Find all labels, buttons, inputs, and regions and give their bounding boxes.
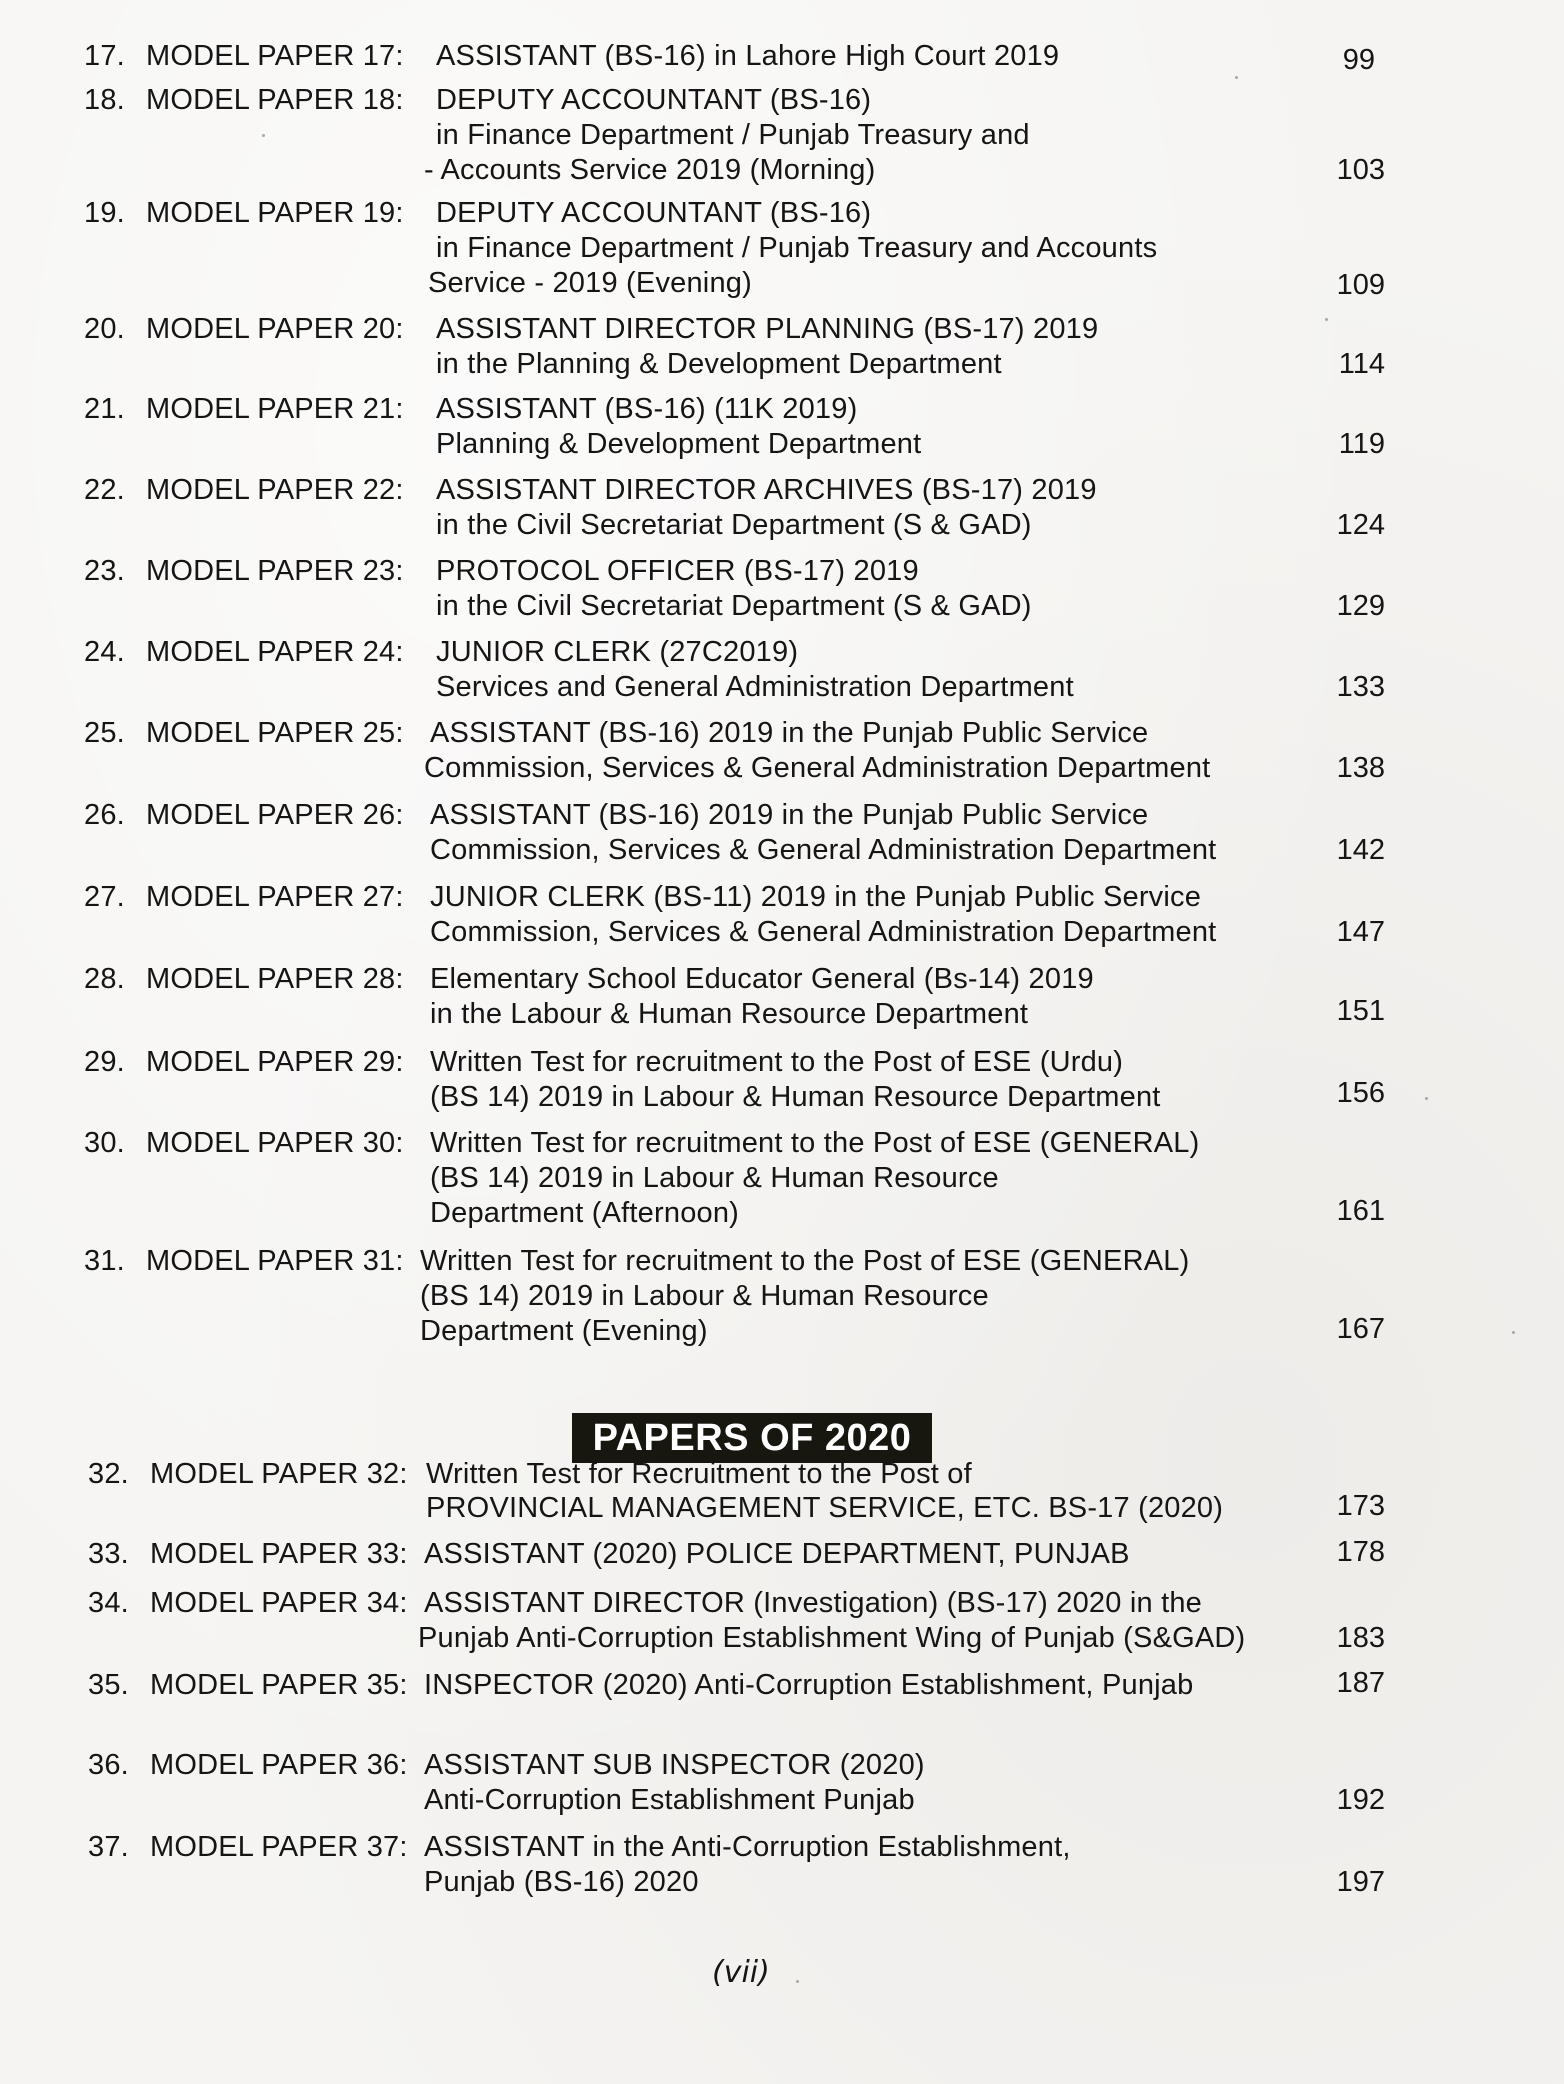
scan-speck xyxy=(796,1980,799,1983)
entry-page-number: 129 xyxy=(1336,590,1385,622)
entry-page-number: 133 xyxy=(1336,671,1385,703)
scan-speck xyxy=(1235,76,1238,79)
entry-page-number: 109 xyxy=(1336,269,1385,301)
entry-title: ASSISTANT (BS-16) (11K 2019) xyxy=(436,393,858,425)
entry-number: 33. xyxy=(88,1538,129,1570)
entry-title: ASSISTANT (BS-16) in Lahore High Court 2019 xyxy=(436,40,1060,72)
entry-label: MODEL PAPER 34: xyxy=(150,1587,408,1619)
entry-title-line-2: (BS 14) 2019 in Labour & Human Resource Department xyxy=(430,1081,1161,1113)
entry-label: MODEL PAPER 24: xyxy=(146,636,404,668)
entry-page-number: 99 xyxy=(1342,44,1375,76)
entry-label: MODEL PAPER 25: xyxy=(146,717,404,749)
entry-number: 37. xyxy=(88,1831,129,1863)
entry-label: MODEL PAPER 36: xyxy=(150,1749,408,1781)
entry-page-number: 187 xyxy=(1336,1667,1385,1699)
entry-title-line-2: Services and General Administration Department xyxy=(436,671,1074,703)
entry-number: 27. xyxy=(84,881,125,913)
entry-title-line-2: in Finance Department / Punjab Treasury and xyxy=(436,119,1030,151)
scan-speck xyxy=(1425,1097,1428,1100)
entry-label: MODEL PAPER 28: xyxy=(146,963,404,995)
entry-label: MODEL PAPER 22: xyxy=(146,474,404,506)
entry-number: 29. xyxy=(84,1046,125,1078)
entry-page-number: 161 xyxy=(1336,1195,1385,1227)
entry-title: Elementary School Educator General (Bs-14) 2019 xyxy=(430,963,1094,995)
entry-title: JUNIOR CLERK (27C2019) xyxy=(436,636,799,668)
entry-title: ASSISTANT DIRECTOR (Investigation) (BS-17) 2020 in the xyxy=(424,1587,1202,1619)
entry-title: ASSISTANT SUB INSPECTOR (2020) xyxy=(424,1749,925,1781)
entry-title-line-3: - Accounts Service 2019 (Morning) xyxy=(424,154,876,186)
entry-label: MODEL PAPER 27: xyxy=(146,881,404,913)
entry-title-line-3: Department (Evening) xyxy=(420,1315,708,1347)
page-folio-number: (vii) xyxy=(712,1955,770,1990)
entry-title-line-2: in Finance Department / Punjab Treasury and Accounts xyxy=(436,232,1158,264)
entry-page-number: 151 xyxy=(1336,995,1385,1027)
scan-speck xyxy=(262,134,265,137)
entry-title-line-2: Commission, Services & General Administration Department xyxy=(430,916,1217,948)
entry-title-line-2: in the Labour & Human Resource Department xyxy=(430,998,1029,1030)
entry-page-number: 197 xyxy=(1336,1866,1385,1898)
entry-label: MODEL PAPER 20: xyxy=(146,313,404,345)
entry-title-line-2: in the Planning & Development Department xyxy=(436,348,1002,380)
entry-label: MODEL PAPER 26: xyxy=(146,799,404,831)
entry-title: Written Test for recruitment to the Post of ESE (GENERAL) xyxy=(430,1127,1200,1159)
entry-page-number: 142 xyxy=(1336,834,1385,866)
entry-title-line-2: Planning & Development Department xyxy=(436,428,922,460)
entry-title-line-2: in the Civil Secretariat Department (S & GAD) xyxy=(436,509,1032,541)
entry-title-line-3: Service - 2019 (Evening) xyxy=(428,267,752,299)
scan-speck xyxy=(1325,318,1328,321)
entry-number: 24. xyxy=(84,636,125,668)
entry-title-line-2: Punjab (BS-16) 2020 xyxy=(424,1866,699,1898)
entry-number: 30. xyxy=(84,1127,125,1159)
entry-title-line-2: (BS 14) 2019 in Labour & Human Resource xyxy=(420,1280,989,1312)
entry-title: DEPUTY ACCOUNTANT (BS-16) xyxy=(436,84,872,116)
entry-title: ASSISTANT DIRECTOR PLANNING (BS-17) 2019 xyxy=(436,313,1099,345)
scan-speck xyxy=(1512,1331,1515,1334)
entry-number: 25. xyxy=(84,717,125,749)
entry-title-line-2: Commission, Services & General Administration Department xyxy=(424,752,1211,784)
entry-title: Written Test for recruitment to the Post of ESE (GENERAL) xyxy=(420,1245,1190,1277)
entry-number: 36. xyxy=(88,1749,129,1781)
entry-page-number: 147 xyxy=(1336,916,1385,948)
entry-title: ASSISTANT (BS-16) 2019 in the Punjab Public Service xyxy=(430,799,1149,831)
entry-title: ASSISTANT (2020) POLICE DEPARTMENT, PUNJAB xyxy=(424,1538,1130,1570)
entry-page-number: 119 xyxy=(1338,428,1385,460)
entry-page-number: 167 xyxy=(1336,1313,1385,1345)
entry-number: 32. xyxy=(88,1458,129,1490)
entry-page-number: 124 xyxy=(1336,509,1385,541)
entry-number: 31. xyxy=(84,1245,125,1277)
entry-label: MODEL PAPER 30: xyxy=(146,1127,404,1159)
entry-title: INSPECTOR (2020) Anti-Corruption Establishment, Punjab xyxy=(424,1669,1194,1701)
entry-label: MODEL PAPER 37: xyxy=(150,1831,408,1863)
entry-page-number: 114 xyxy=(1338,348,1385,380)
entry-label: MODEL PAPER 17: xyxy=(146,40,404,72)
entry-number: 26. xyxy=(84,799,125,831)
entry-label: MODEL PAPER 32: xyxy=(150,1458,408,1490)
entry-title-line-2: Anti-Corruption Establishment Punjab xyxy=(424,1784,915,1816)
entry-title: DEPUTY ACCOUNTANT (BS-16) xyxy=(436,197,872,229)
entry-label: MODEL PAPER 33: xyxy=(150,1538,408,1570)
entry-page-number: 173 xyxy=(1336,1490,1385,1522)
entry-title-line-2: Commission, Services & General Administration Department xyxy=(430,834,1217,866)
entry-label: MODEL PAPER 29: xyxy=(146,1046,404,1078)
section-heading-papers-2020: PAPERS OF 2020 xyxy=(572,1413,932,1463)
entry-title: ASSISTANT (BS-16) 2019 in the Punjab Public Service xyxy=(430,717,1149,749)
entry-title: PROTOCOL OFFICER (BS-17) 2019 xyxy=(436,555,919,587)
entry-title: ASSISTANT DIRECTOR ARCHIVES (BS-17) 2019 xyxy=(436,474,1097,506)
entry-label: MODEL PAPER 31: xyxy=(146,1245,404,1277)
entry-label: MODEL PAPER 23: xyxy=(146,555,404,587)
entry-page-number: 103 xyxy=(1336,154,1385,186)
entry-number: 35. xyxy=(88,1669,129,1701)
entry-title: JUNIOR CLERK (BS-11) 2019 in the Punjab Public Service xyxy=(430,881,1202,913)
entry-number: 17. xyxy=(84,40,125,72)
entry-title-line-2: (BS 14) 2019 in Labour & Human Resource xyxy=(430,1162,999,1194)
entry-page-number: 138 xyxy=(1336,752,1385,784)
entry-label: MODEL PAPER 19: xyxy=(146,197,404,229)
entry-title: Written Test for Recruitment to the Post of xyxy=(426,1458,972,1490)
entry-title-line-3: Department (Afternoon) xyxy=(430,1197,740,1229)
entry-page-number: 178 xyxy=(1336,1536,1385,1568)
entry-number: 18. xyxy=(84,84,125,116)
entry-label: MODEL PAPER 18: xyxy=(146,84,404,116)
entry-number: 20. xyxy=(84,313,125,345)
entry-title-line-2: Punjab Anti-Corruption Establishment Wing of Punjab (S&GAD) xyxy=(418,1622,1246,1654)
entry-page-number: 192 xyxy=(1336,1784,1385,1816)
entry-number: 23. xyxy=(84,555,125,587)
entry-title-line-2: PROVINCIAL MANAGEMENT SERVICE, ETC. BS-17 (2020) xyxy=(426,1492,1224,1524)
entry-label: MODEL PAPER 21: xyxy=(146,393,404,425)
entry-title-line-2: in the Civil Secretariat Department (S & GAD) xyxy=(436,590,1032,622)
entry-page-number: 183 xyxy=(1336,1622,1385,1654)
entry-number: 28. xyxy=(84,963,125,995)
entry-number: 34. xyxy=(88,1587,129,1619)
entry-number: 22. xyxy=(84,474,125,506)
entry-title: ASSISTANT in the Anti-Corruption Establishment, xyxy=(424,1831,1071,1863)
entry-page-number: 156 xyxy=(1336,1077,1385,1109)
entry-label: MODEL PAPER 35: xyxy=(150,1669,408,1701)
entry-number: 21. xyxy=(84,393,125,425)
entry-number: 19. xyxy=(84,197,125,229)
entry-title: Written Test for recruitment to the Post of ESE (Urdu) xyxy=(430,1046,1124,1078)
